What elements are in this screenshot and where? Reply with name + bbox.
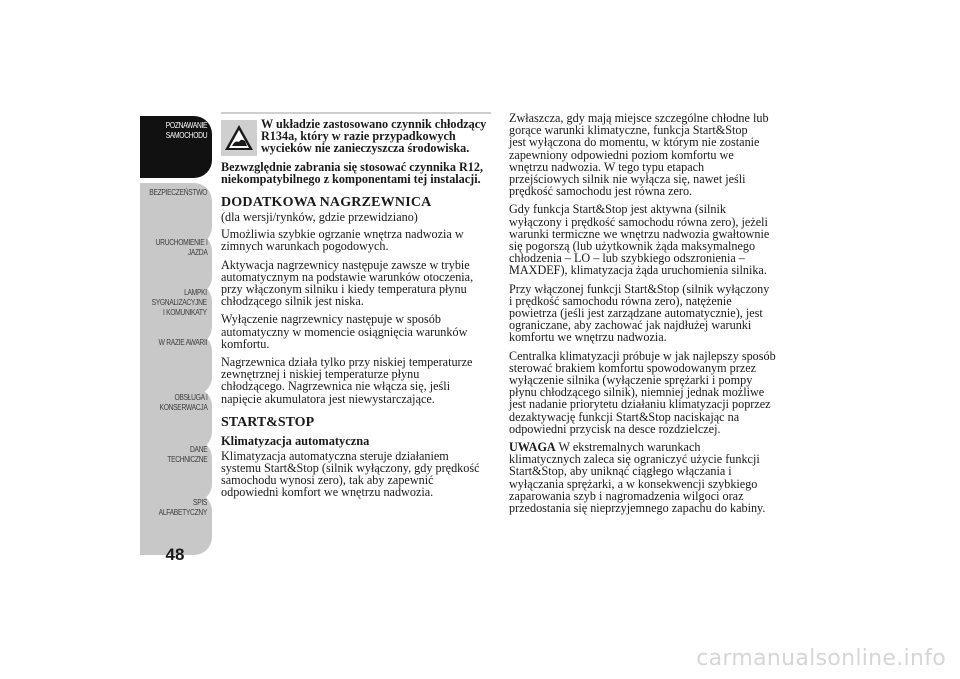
- tab-label: OBSŁUGA I KONSERWACJA: [159, 392, 207, 412]
- note-lead: UWAGA: [509, 440, 556, 455]
- left-column: [221, 112, 491, 505]
- paragraph: Nagrzewnica działa tylko przy niskiej temperaturze zewnętrznej i niskiej temperaturze płynu chłodzącego. Nagrzewnica nie włącza się, jeśli napięcie akumulatora jest niewystarczające.: [221, 355, 473, 406]
- paragraph: Klimatyzacja automatyczna steruje działaniem systemu Start&Stop (silnik wyłączony, gdy prędkość samochodu wynosi zero), tak aby zapewnić odpowiedni komfort we wnętrzu nadwozia.: [221, 448, 480, 500]
- tab-label: W RAZIE AWARII: [158, 337, 207, 347]
- paragraph: Gdy funkcja Start&Stop jest aktywna (silnik wyłączony i prędkość samochodu równa zero), jeżeli warunki termiczne we wnętrzu nadwozia gwałtownie się pogorszą (lub użytkownik żąda maksymalnego chłodzenia – LO – lub szybkiego odszronienia – MAXDEF), klimatyzacja żąda uruchomienia silnika.: [509, 202, 770, 278]
- tab-w-razie-awarii[interactable]: [140, 333, 212, 395]
- paragraph: Wyłączenie nagrzewnicy następuje w sposób automatyczny w momencie osiągnięcia warunków komfortu.: [221, 312, 468, 351]
- watermark: carmanualsonline.info: [696, 646, 946, 671]
- tab-label: LAMPKI SYGNALIZACYJNE I KOMUNIKATY: [151, 287, 207, 317]
- section-title-start-stop: START&STOP: [221, 414, 315, 430]
- warning-triangle-hand-icon: [221, 120, 257, 156]
- tab-label: URUCHOMIENIE I JAZDA: [155, 237, 207, 257]
- section-title-nagrzewnica: DODATKOWA NAGRZEWNICA: [221, 195, 432, 211]
- note-paragraph: [509, 441, 781, 514]
- paragraph: Aktywacja nagrzewnicy następuje zawsze w trybie automatycznym na podstawie warunków otoczenia, przy włączonym silniku i kiedy temperatura płynu chłodzącego silnik jest niska.: [221, 257, 474, 309]
- note-text: W ekstremalnych warunkach klimatycznych zaleca się ograniczyć użycie funkcji Start&Stop, aby uniknąć ciągłego włączania i wyłączania sprężarki, a w konsekwencji szybkiego zaparowania szyb i nagromadzenia wilgoci oraz przedostania się nieprzyjemnego zapachu do kabiny.: [509, 440, 766, 516]
- tab-label: BEZPIECZEŃSTWO: [149, 187, 207, 197]
- tab-label: DANE TECHNICZNE: [166, 444, 207, 464]
- page-number: 48: [165, 545, 185, 564]
- section-subtitle: (dla wersji/rynków, gdzie przewidziano): [221, 210, 418, 225]
- section-subtitle-klimatyzacja: Klimatyzacja automatyczna: [221, 433, 370, 448]
- tab-label: POZNAWANIE SAMOCHODU: [165, 120, 207, 140]
- tab-label: SPIS ALFABETYCZNY: [158, 497, 207, 517]
- warning-text-1: W układzie zastosowano czynnik chłodzący R134a, który w razie przypadkowych wycieków nie zanieczyszcza środowiska.: [261, 117, 487, 156]
- paragraph: Przy włączonej funkcji Start&Stop (silnik wyłączony i prędkość samochodu równa zero), natężenie powietrza (jeśli jest zarządzane automatycznie), jest ograniczane, aby zachować jak najdłużej warunki komfortu we wnętrzu nadwozia.: [509, 281, 770, 345]
- right-column: [509, 112, 781, 520]
- warning-text-2: Bezwzględnie zabrania się stosować czynnika R12, niekompatybilnego z komponentami tej instalacji.: [221, 159, 484, 186]
- paragraph: Centralka klimatyzacji próbuje w jak najlepszy sposób sterować brakiem komfortu spowodowanym przez wyłączenie silnika (wyłączenie sprężarki i pompy płynu chłodzącego silnik), niemniej jednak możliwe jest nadanie priorytetu działaniu klimatyzacji poprzez dezaktywację funkcji Start&Stop naciskając na odpowiedni przycisk na desce rozdzielczej.: [509, 348, 776, 436]
- warning-box: [221, 112, 491, 185]
- paragraph: Zwłaszcza, gdy mają miejsce szczególne chłodne lub gorące warunki klimatyczne, funkcja Start&Stop jest wyłączona do momentu, w którym nie zostanie zapewniony odpowiedni poziom komfortu we wnętrzu nadwozia. W tego typu etapach przejściowych silnik nie wyłącza się, nawet jeśli prędkość samochodu jest równa zero.: [509, 111, 769, 199]
- tab-poznawanie-samochodu[interactable]: [140, 116, 212, 178]
- paragraph: Umożliwia szybkie ogrzanie wnętrza nadwozia w zimnych warunkach pogodowych.: [221, 227, 464, 254]
